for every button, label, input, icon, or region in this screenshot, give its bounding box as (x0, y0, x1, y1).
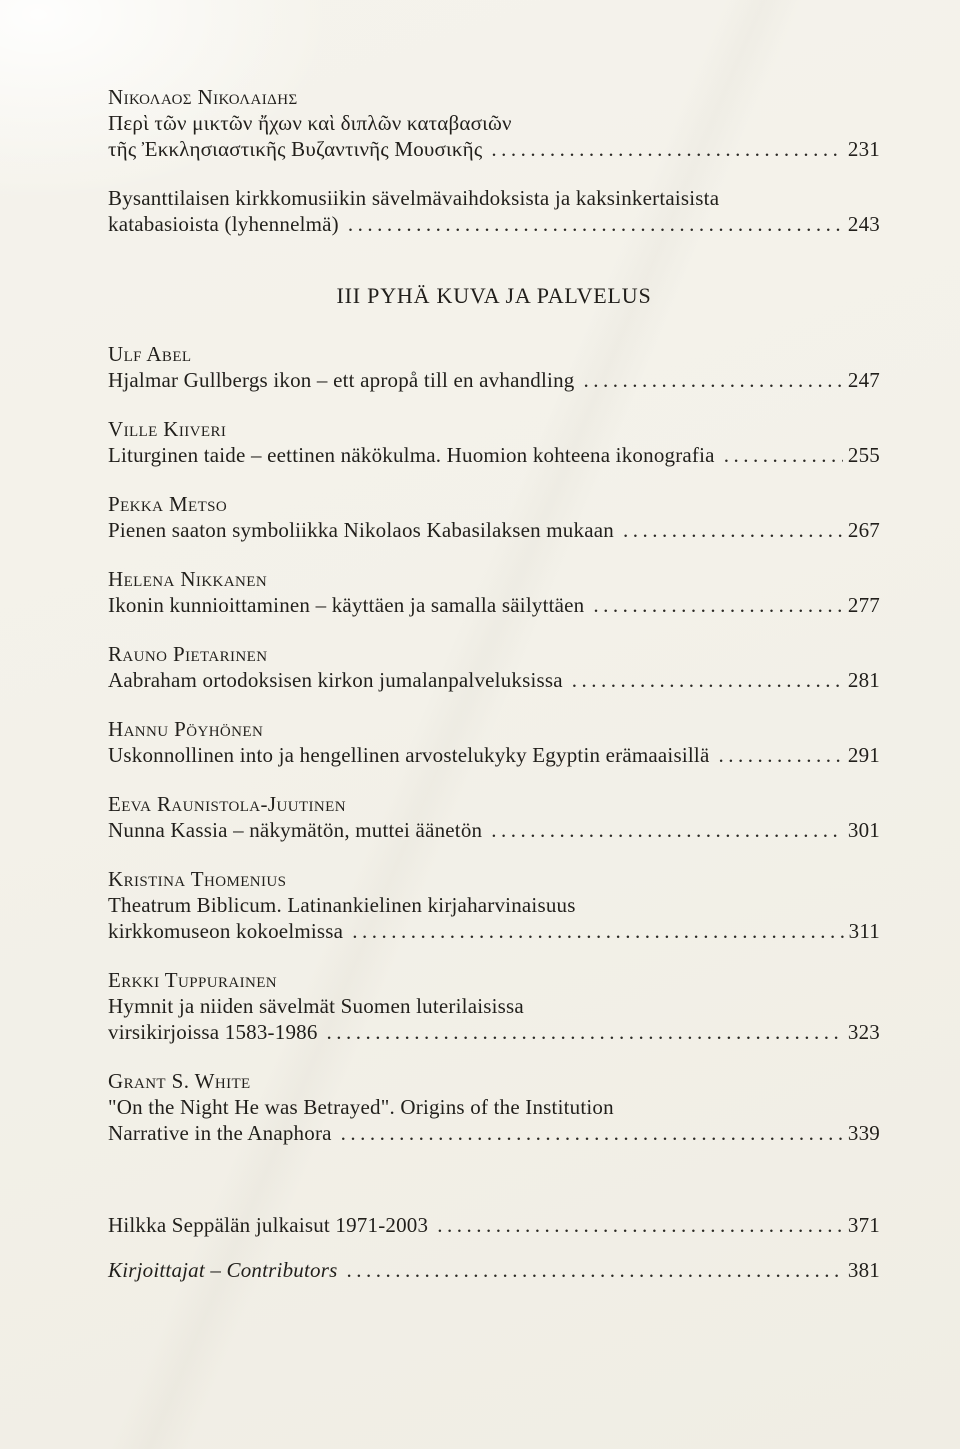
page-number: 323 (847, 1020, 880, 1044)
dot-leader (593, 592, 843, 618)
author-name: Kristina Thomenius (108, 867, 287, 891)
title-line: Pienen saaton symboliikka Nikolaos Kabasilaksen mukaan (108, 518, 614, 542)
dot-leader (718, 742, 842, 768)
page-number: 267 (847, 518, 880, 542)
title-line: Aabraham ortodoksisen kirkon jumalanpalveluksissa (108, 668, 563, 692)
toc-entry-kiiveri (108, 416, 880, 468)
title-line: Kirjoittajat – Contributors (108, 1258, 338, 1282)
page-number: 301 (847, 818, 880, 842)
section-heading: III PYHÄ KUVA JA PALVELUS (336, 283, 652, 308)
toc-row (108, 367, 880, 393)
toc-entry-nikkanen (108, 566, 880, 618)
page-number: 231 (847, 137, 880, 161)
toc-entry-pietarinen (108, 641, 880, 693)
toc-entry-contributors (108, 1257, 880, 1283)
author-name: Νικολαος Νικολαιδης (108, 85, 298, 109)
title-line: τῆς Ἐκκλησιαστικῆς Βυζαντινῆς Μουσικῆς (108, 137, 483, 161)
toc-row (108, 1257, 880, 1283)
title-line: Hymnit ja niiden sävelmät Suomen luterilaisissa (108, 994, 524, 1018)
page-number: 381 (847, 1258, 880, 1282)
author-name: Pekka Metso (108, 492, 228, 516)
dot-leader (341, 1120, 843, 1146)
dot-leader (491, 136, 843, 162)
dot-leader (572, 667, 843, 693)
title-line: Theatrum Biblicum. Latinankielinen kirjaharvinaisuus (108, 893, 576, 917)
dot-leader (327, 1019, 843, 1045)
author-name: Grant S. White (108, 1069, 251, 1093)
page-number: 277 (847, 593, 880, 617)
toc-row (108, 1019, 880, 1045)
toc-entry-metso (108, 491, 880, 543)
toc-row (108, 918, 880, 944)
author-name: Ulf Abel (108, 342, 192, 366)
title-line: Hjalmar Gullbergs ikon – ett apropå till en avhandling (108, 368, 575, 392)
dot-leader (623, 517, 843, 543)
title-line: Uskonnollinen into ja hengellinen arvostelukyky Egyptin erämaaisillä (108, 743, 710, 767)
page-number: 291 (847, 743, 880, 767)
dot-leader (346, 1257, 842, 1283)
dot-leader (583, 367, 842, 393)
title-line: Περὶ τῶν μικτῶν ἤχων καὶ διπλῶν καταβασιῶν (108, 111, 512, 135)
dot-leader (437, 1212, 843, 1238)
title-line: katabasioista (lyhennelmä) (108, 212, 339, 236)
table-of-contents (108, 84, 880, 1283)
toc-entry-katabasioista (108, 185, 880, 237)
page-number: 371 (847, 1213, 880, 1237)
title-line: Hilkka Seppälän julkaisut 1971-2003 (108, 1213, 429, 1237)
toc-row (108, 442, 880, 468)
toc-entry-tuppurainen (108, 967, 880, 1045)
toc-row (108, 592, 880, 618)
dot-leader (724, 442, 843, 468)
toc-row (108, 817, 880, 843)
title-line: Liturginen taide – eettinen näkökulma. Huomion kohteena ikonografia (108, 443, 715, 467)
author-name: Eeva Raunistola-Juutinen (108, 792, 346, 816)
toc-entry-julkaisut (108, 1212, 880, 1238)
toc-row (108, 742, 880, 768)
author-name: Erkki Tuppurainen (108, 968, 278, 992)
toc-entry-thomenius (108, 866, 880, 944)
title-line: virsikirjoissa 1583-1986 (108, 1020, 318, 1044)
title-line: Nunna Kassia – näkymätön, muttei äänetön (108, 818, 483, 842)
author-name: Helena Nikkanen (108, 567, 268, 591)
toc-row (108, 667, 880, 693)
title-line: Bysanttilaisen kirkkomusiikin sävelmävaihdoksista ja kaksinkertaisista (108, 186, 720, 210)
page-number: 247 (847, 368, 880, 392)
toc-entry-white (108, 1068, 880, 1146)
toc-entry-poyhonen (108, 716, 880, 768)
dot-leader (348, 211, 843, 237)
toc-row (108, 1212, 880, 1238)
toc-entry-nikolaidis (108, 84, 880, 162)
page-number: 339 (847, 1121, 880, 1145)
page-number: 243 (847, 212, 880, 236)
page-number: 255 (847, 443, 880, 467)
page-number: 311 (848, 919, 880, 943)
author-name: Rauno Pietarinen (108, 642, 268, 666)
toc-row (108, 211, 880, 237)
author-name: Ville Kiiveri (108, 417, 227, 441)
author-name: Hannu Pöyhönen (108, 717, 264, 741)
toc-row (108, 517, 880, 543)
title-line: "On the Night He was Betrayed". Origins of the Institution (108, 1095, 614, 1119)
toc-row (108, 136, 880, 162)
toc-entry-abel (108, 341, 880, 393)
dot-leader (352, 918, 843, 944)
title-line: Narrative in the Anaphora (108, 1121, 332, 1145)
page-number: 281 (847, 668, 880, 692)
title-line: kirkkomuseon kokoelmissa (108, 919, 344, 943)
dot-leader (491, 817, 843, 843)
toc-entry-raunistola-juutinen (108, 791, 880, 843)
title-line: Ikonin kunnioittaminen – käyttäen ja samalla säilyttäen (108, 593, 585, 617)
toc-row (108, 1120, 880, 1146)
